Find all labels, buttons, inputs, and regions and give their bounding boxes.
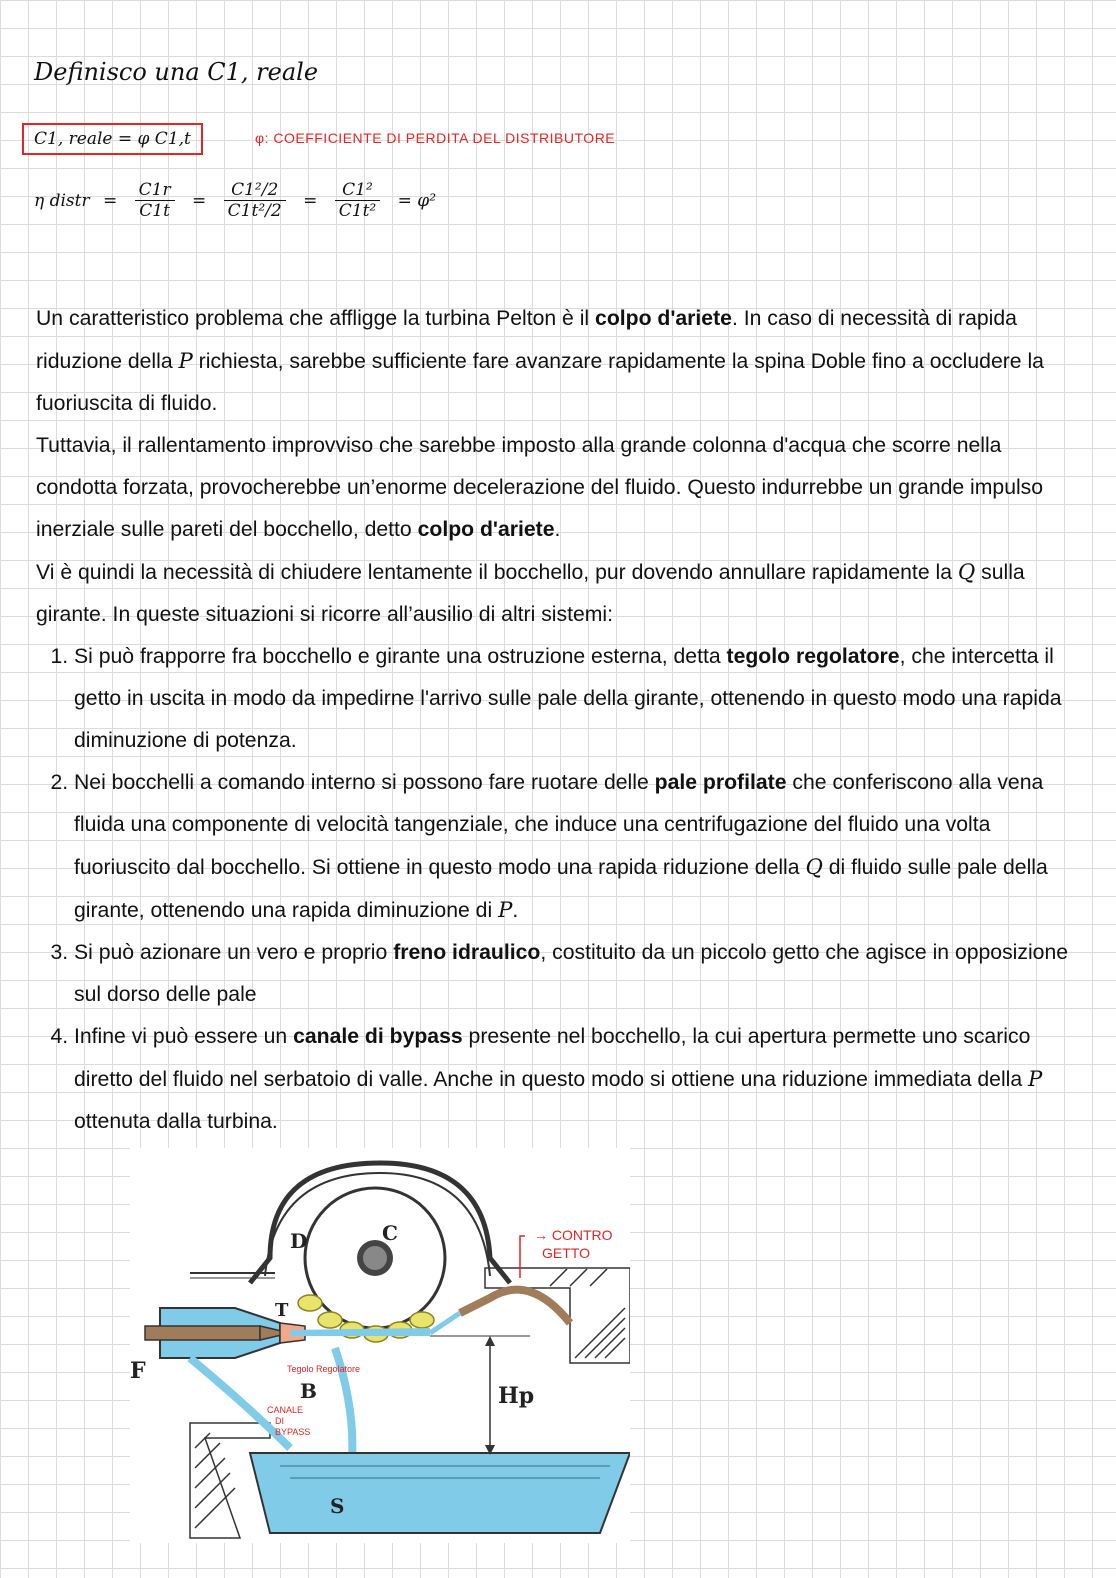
hp-arrow-head-top [485, 1336, 495, 1346]
equals-sign: = [192, 190, 207, 211]
text: . [554, 518, 561, 541]
label-S: S [330, 1494, 345, 1518]
fraction-2-num: C1²/2 [224, 180, 286, 201]
text: Vi è quindi la necessità di chiudere lentamente il bocchello, pur dovendo annullare rapidamente la [36, 561, 958, 584]
math-var: P [498, 897, 513, 922]
doble-needle [145, 1326, 260, 1340]
text: . In caso di necessità di rapida riduzione della [36, 307, 1017, 373]
text: Si può azionare un vero e proprio [74, 941, 394, 964]
fraction-1-num: C1r [135, 180, 175, 201]
note-contro: → CONTRO [534, 1227, 613, 1243]
eta-result: = φ² [397, 190, 437, 211]
note-canale: CANALE [267, 1405, 304, 1415]
text: Un caratteristico problema che affligge la turbina Pelton è il [36, 307, 596, 330]
systems-list [36, 636, 1076, 1143]
equals-sign: = [303, 190, 318, 211]
label-D: D [290, 1229, 308, 1253]
tailwater-reservoir [250, 1453, 630, 1533]
water-jet [290, 1328, 430, 1336]
paragraph-1 [36, 298, 1076, 425]
list-item [74, 932, 1076, 1016]
formula-c1-reale: C1, reale = φ C1,t [34, 129, 191, 149]
label-B: B [300, 1379, 317, 1403]
label-C: C [382, 1221, 398, 1245]
fraction-3-den: C1t² [338, 201, 377, 221]
fraction-3 [335, 180, 380, 221]
list-item [74, 636, 1076, 762]
bold-term: canale di bypass [293, 1025, 463, 1048]
bold-term: tegolo regolatore [726, 645, 900, 668]
coefficient-note: φ: COEFFICIENTE DI PERDITA DEL DISTRIBUTORE [255, 130, 616, 146]
text: Infine vi può essere un [74, 1025, 294, 1048]
fraction-2-den: C1t²/2 [227, 201, 282, 221]
note-canale-bypass: BYPASS [275, 1427, 311, 1437]
text: , che intercetta il getto in uscita in modo da impedirne l'arrivo sulle pale della girante, ottenendo in questo modo una rapida diminuzione di potenza. [74, 645, 1062, 752]
note-canale-di: DI [275, 1416, 284, 1426]
counter-jet [430, 1313, 460, 1333]
label-F: F [130, 1358, 146, 1384]
text: Nei bocchelli a comando interno si possono fare ruotare delle [74, 771, 655, 794]
math-var: Q [805, 854, 823, 879]
text: richiesta, sarebbe sufficiente fare avanzare rapidamente la spina Doble fino a occludere la fuoriuscita di fluido. [36, 350, 1044, 415]
label-T: T [275, 1300, 289, 1321]
text: , costituito da un piccolo getto che agisce in opposizione sul dorso delle pale [74, 941, 1069, 1006]
pelton-turbine-figure [130, 1148, 630, 1543]
eta-distributor-formula [30, 180, 440, 240]
handwritten-title: Definisco una C1, reale [34, 58, 319, 86]
text: che conferiscono alla vena fluida una componente di velocità tangenziale, che induce una centrifugazione del fluido una volta fuoriuscito dal bocchello. Si ottiene in questo modo una rapida riduzione della [74, 771, 1044, 879]
equals-sign: = [103, 190, 118, 211]
text: Si può frapporre fra bocchello e girante una ostruzione esterna, detta [74, 645, 727, 668]
text: . [512, 899, 519, 922]
document-body [36, 298, 1076, 1143]
text: ottenuta dalla turbina. [74, 1110, 278, 1133]
list-item [74, 1016, 1076, 1143]
math-var: P [1028, 1066, 1043, 1091]
fraction-2 [224, 180, 286, 221]
text: sulla girante. In queste situazioni si ricorre all’ausilio di altri sistemi: [36, 561, 1025, 626]
bold-term: freno idraulico [393, 941, 541, 964]
bold-term: colpo d'ariete [417, 518, 555, 541]
eta-label: η distr [34, 190, 90, 211]
note-getto: GETTO [542, 1245, 590, 1261]
math-var: Q [957, 559, 976, 584]
note-tegolo: Tegolo Regolatore [287, 1364, 361, 1374]
shaft-hub-inner [363, 1246, 387, 1270]
paragraph-3 [36, 551, 1076, 636]
label-Hp: Hp [498, 1383, 535, 1409]
fraction-3-num: C1² [335, 180, 380, 201]
pelton-diagram [130, 1148, 630, 1543]
list-item [74, 762, 1076, 932]
paragraph-2 [36, 425, 1076, 551]
fraction-1 [135, 180, 175, 221]
counter-jet-pipe [460, 1290, 570, 1323]
math-var: P [178, 348, 193, 373]
bold-term: colpo d'ariete [595, 307, 732, 330]
text: di fluido sulle pale della girante, ottenendo una rapida diminuzione di [74, 856, 1048, 922]
bold-term: pale profilate [654, 771, 787, 794]
text: presente nel bocchello, la cui apertura permette uno scarico diretto del fluido nel serbatoio di valle. Anche in questo modo si ottiene una riduzione immediata della [74, 1025, 1031, 1091]
fraction-1-den: C1t [139, 201, 170, 221]
text: Tuttavia, il rallentamento improvviso che sarebbe imposto alla grande colonna d'acqua che scorre nella condotta forzata, provocherebbe un’enorme decelerazione del fluido. Questo indurrebbe un grande impulso inerziale sulle pareti del bocchello, detto [36, 434, 1044, 541]
handwritten-formula-box [22, 123, 203, 155]
